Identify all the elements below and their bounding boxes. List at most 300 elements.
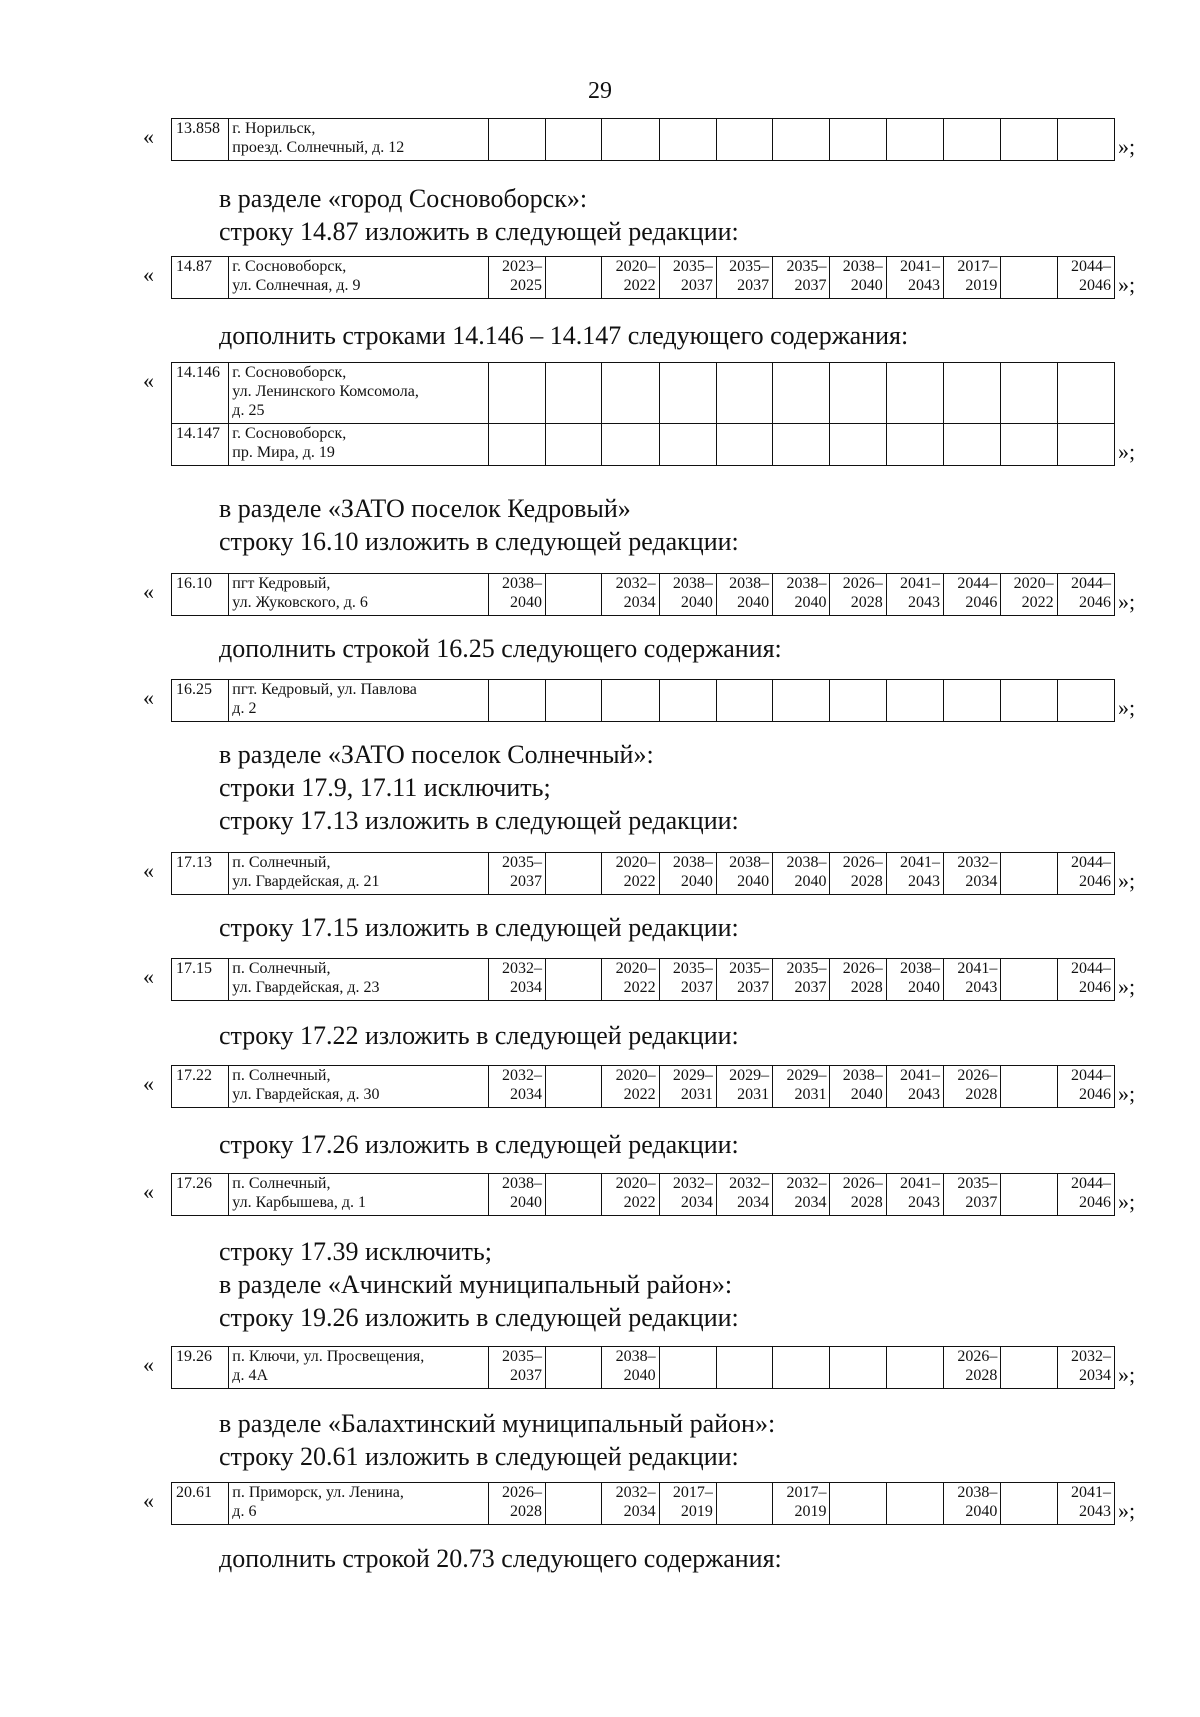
year-line: 2040: [680, 594, 713, 611]
year-cell: [602, 119, 659, 161]
year-line: 2020–: [615, 1175, 656, 1192]
table-row: [172, 119, 1115, 161]
address-line: д. 25: [232, 402, 265, 419]
address-line: пр. Мира, д. 19: [232, 444, 335, 461]
year-cell: [545, 1483, 601, 1525]
year-cell: [773, 1347, 830, 1389]
year-cell: [830, 1483, 886, 1525]
year-cell: [944, 257, 1001, 299]
year-line: 2037: [737, 979, 770, 996]
year-cell: [716, 1483, 772, 1525]
year-cell: [830, 119, 886, 161]
year-cell: [1001, 680, 1057, 722]
year-cell: [944, 574, 1001, 616]
year-line: 2035–: [786, 258, 827, 275]
year-cell: [488, 574, 545, 616]
year-cell: [944, 1483, 1001, 1525]
close-quote: »;: [1118, 868, 1136, 893]
year-cell: [716, 1066, 772, 1108]
year-line: 2031: [737, 1086, 770, 1103]
address-cell: [229, 1066, 488, 1108]
year-cell: [1001, 1347, 1057, 1389]
year-cell: [602, 1347, 659, 1389]
year-line: 2038–: [842, 1067, 883, 1084]
year-line: 2041–: [1071, 1484, 1111, 1501]
year-line: 2037: [509, 1367, 542, 1384]
year-cell: [830, 853, 886, 895]
para-row-17-26: строку 17.26 изложить в следующей редакции:: [219, 1130, 739, 1159]
year-cell: [602, 1483, 659, 1525]
year-line: 2034: [509, 1086, 542, 1103]
year-cell: [659, 119, 716, 161]
year-cell: [716, 119, 772, 161]
open-quote: «: [143, 1179, 154, 1204]
address-cell: [229, 959, 488, 1001]
year-line: 2017–: [957, 258, 998, 275]
year-line: 2026–: [842, 960, 883, 977]
year-cell: [886, 257, 943, 299]
year-cell: [886, 363, 943, 424]
address-cell: [229, 853, 488, 895]
year-cell: [545, 424, 601, 466]
year-cell: [545, 1174, 601, 1216]
year-cell: [1001, 853, 1057, 895]
year-line: 2041–: [900, 854, 941, 871]
year-cell: [1001, 424, 1057, 466]
year-line: 2040: [737, 873, 770, 890]
row-number-cell: 16.10: [172, 574, 229, 616]
year-line: 2040: [908, 979, 941, 996]
amendment-table: [171, 118, 1115, 161]
year-cell: [488, 119, 545, 161]
year-cell: [830, 363, 886, 424]
open-quote: «: [143, 1488, 154, 1513]
year-line: 2037: [965, 1194, 998, 1211]
year-line: 2028: [965, 1086, 998, 1103]
year-line: 2032–: [615, 575, 656, 592]
address-line: п. Солнечный,: [232, 1175, 331, 1192]
year-line: 2028: [850, 979, 883, 996]
year-line: 2022: [623, 979, 656, 996]
year-line: 2041–: [900, 1175, 941, 1192]
year-line: 2019: [680, 1503, 713, 1520]
year-cell: [659, 680, 716, 722]
year-cell: [1001, 1483, 1057, 1525]
year-line: 2026–: [842, 575, 883, 592]
year-cell: [886, 424, 943, 466]
year-cell: [830, 1174, 886, 1216]
address-line: д. 2: [232, 700, 257, 717]
para-row-17-22: строку 17.22 изложить в следующей редакции:: [219, 1021, 739, 1050]
year-line: 2034: [680, 1194, 713, 1211]
amendment-table: [171, 958, 1115, 1001]
year-cell: [886, 853, 943, 895]
year-cell: [659, 257, 716, 299]
year-line: 2026–: [501, 1484, 542, 1501]
year-line: 2032–: [501, 960, 542, 977]
year-line: 2035–: [501, 1348, 542, 1365]
address-line: ул. Солнечная, д. 9: [232, 277, 361, 294]
year-line: 2032–: [501, 1067, 542, 1084]
row-number-cell: 13.858: [172, 119, 229, 161]
year-cell: [886, 1483, 943, 1525]
year-cell: [1057, 959, 1114, 1001]
year-cell: [886, 119, 943, 161]
amendment-table: [171, 362, 1115, 466]
year-line: 2026–: [842, 1175, 883, 1192]
row-number-cell: 20.61: [172, 1483, 229, 1525]
year-line: 2038–: [501, 575, 542, 592]
address-line: ул. Гвардейская, д. 21: [232, 873, 380, 890]
year-line: 2038–: [672, 575, 713, 592]
year-line: 2028: [850, 873, 883, 890]
year-cell: [1057, 1066, 1114, 1108]
year-cell: [716, 959, 772, 1001]
year-cell: [1001, 119, 1057, 161]
year-cell: [944, 959, 1001, 1001]
year-cell: [659, 1347, 716, 1389]
para-add-14-146: дополнить строками 14.146 – 14.147 следующего содержания:: [219, 321, 909, 350]
year-cell: [886, 574, 943, 616]
close-quote: »;: [1118, 974, 1136, 999]
year-cell: [488, 363, 545, 424]
open-quote: «: [143, 579, 154, 604]
year-cell: [659, 959, 716, 1001]
year-cell: [830, 424, 886, 466]
year-cell: [602, 363, 659, 424]
close-quote: »;: [1118, 1362, 1136, 1387]
row-number-cell: 14.146: [172, 363, 229, 424]
year-line: 2020–: [1013, 575, 1054, 592]
year-cell: [659, 1483, 716, 1525]
address-cell: [229, 363, 488, 424]
para-row-16-10: строку 16.10 изложить в следующей редакции:: [219, 527, 739, 556]
row-number-cell: 17.22: [172, 1066, 229, 1108]
year-line: 2038–: [615, 1348, 656, 1365]
year-line: 2020–: [615, 960, 656, 977]
year-line: 2040: [794, 594, 827, 611]
amendment-table: [171, 573, 1115, 616]
year-line: 2037: [737, 277, 770, 294]
year-cell: [716, 1174, 772, 1216]
year-cell: [602, 959, 659, 1001]
year-line: 2038–: [672, 854, 713, 871]
year-cell: [545, 1066, 601, 1108]
address-line: проезд. Солнечный, д. 12: [232, 139, 405, 156]
year-line: 2038–: [786, 854, 827, 871]
year-line: 2038–: [729, 575, 770, 592]
year-cell: [1057, 1483, 1114, 1525]
year-line: 2037: [794, 277, 827, 294]
year-cell: [773, 959, 830, 1001]
year-line: 2038–: [900, 960, 941, 977]
year-cell: [1057, 363, 1114, 424]
year-line: 2040: [965, 1503, 998, 1520]
year-cell: [602, 853, 659, 895]
year-line: 2043: [908, 1194, 941, 1211]
year-cell: [944, 1174, 1001, 1216]
year-line: 2040: [737, 594, 770, 611]
year-cell: [659, 363, 716, 424]
year-line: 2038–: [786, 575, 827, 592]
year-line: 2032–: [786, 1175, 827, 1192]
row-number-cell: 14.87: [172, 257, 229, 299]
year-cell: [716, 853, 772, 895]
year-line: 2034: [623, 594, 656, 611]
close-quote: »;: [1118, 1498, 1136, 1523]
address-line: п. Солнечный,: [232, 854, 331, 871]
year-cell: [716, 574, 772, 616]
year-line: 2022: [1021, 594, 1054, 611]
year-line: 2046: [1079, 594, 1111, 611]
year-line: 2035–: [501, 854, 542, 871]
year-cell: [1057, 424, 1114, 466]
year-line: 2034: [965, 873, 998, 890]
year-cell: [488, 959, 545, 1001]
year-line: 2031: [794, 1086, 827, 1103]
amendment-table: [171, 1346, 1115, 1389]
amendment-table: [171, 256, 1115, 299]
open-quote: «: [143, 368, 154, 393]
year-line: 2044–: [957, 575, 998, 592]
year-cell: [773, 119, 830, 161]
amendment-table: [171, 679, 1115, 722]
year-cell: [545, 257, 601, 299]
address-cell: [229, 680, 488, 722]
table-row: [172, 680, 1115, 722]
para-kedrovy-section: в разделе «ЗАТО поселок Кедровый»: [219, 494, 631, 523]
year-cell: [886, 1174, 943, 1216]
address-line: д. 6: [232, 1503, 257, 1520]
year-line: 2046: [1079, 277, 1111, 294]
year-line: 2046: [1079, 979, 1111, 996]
address-cell: [229, 574, 488, 616]
row-number-cell: 14.147: [172, 424, 229, 466]
table-row: [172, 363, 1115, 424]
row-number-cell: 17.15: [172, 959, 229, 1001]
address-line: ул. Жуковского, д. 6: [232, 594, 368, 611]
year-line: 2017–: [672, 1484, 713, 1501]
year-line: 2028: [850, 594, 883, 611]
year-cell: [545, 853, 601, 895]
address-line: пгт. Кедровый, ул. Павлова: [232, 681, 417, 698]
year-line: 2020–: [615, 854, 656, 871]
address-line: ул. Ленинского Комсомола,: [232, 383, 419, 400]
year-cell: [944, 1347, 1001, 1389]
year-line: 2040: [623, 1367, 656, 1384]
row-number-cell: 17.13: [172, 853, 229, 895]
para-row-19-26: строку 19.26 изложить в следующей редакции:: [219, 1303, 739, 1332]
table-row: [172, 1483, 1115, 1525]
year-cell: [773, 853, 830, 895]
year-cell: [545, 574, 601, 616]
year-line: 2043: [908, 873, 941, 890]
para-add-16-25: дополнить строкой 16.25 следующего содержания:: [219, 634, 782, 663]
para-exclude-17-39: строку 17.39 исключить;: [219, 1237, 492, 1266]
address-cell: [229, 257, 488, 299]
para-sosnovoborsk-section: в разделе «город Сосновоборск»:: [219, 184, 588, 213]
year-cell: [488, 1347, 545, 1389]
year-cell: [1001, 257, 1057, 299]
para-row-17-15: строку 17.15 изложить в следующей редакции:: [219, 913, 739, 942]
address-cell: [229, 1174, 488, 1216]
year-line: 2044–: [1071, 1067, 1111, 1084]
year-cell: [545, 680, 601, 722]
year-cell: [1057, 680, 1114, 722]
year-line: 2020–: [615, 258, 656, 275]
address-line: ул. Карбышева, д. 1: [232, 1194, 367, 1211]
year-cell: [602, 1066, 659, 1108]
year-line: 2038–: [729, 854, 770, 871]
year-cell: [1057, 257, 1114, 299]
year-line: 2037: [680, 277, 713, 294]
year-line: 2041–: [900, 258, 941, 275]
year-cell: [488, 1066, 545, 1108]
para-row-20-61: строку 20.61 изложить в следующей редакции:: [219, 1442, 739, 1471]
year-line: 2043: [965, 979, 998, 996]
year-line: 2032–: [1071, 1348, 1111, 1365]
open-quote: «: [143, 124, 154, 149]
year-cell: [488, 680, 545, 722]
year-line: 2032–: [672, 1175, 713, 1192]
year-line: 2035–: [672, 258, 713, 275]
year-line: 2028: [965, 1367, 998, 1384]
open-quote: «: [143, 685, 154, 710]
year-line: 2044–: [1071, 854, 1111, 871]
address-cell: [229, 1483, 488, 1525]
year-cell: [944, 1066, 1001, 1108]
open-quote: «: [143, 858, 154, 883]
year-cell: [830, 574, 886, 616]
year-line: 2029–: [672, 1067, 713, 1084]
address-line: пгт Кедровый,: [232, 575, 331, 592]
year-line: 2046: [1079, 1194, 1111, 1211]
year-cell: [944, 363, 1001, 424]
open-quote: «: [143, 1071, 154, 1096]
year-line: 2037: [794, 979, 827, 996]
year-line: 2040: [680, 873, 713, 890]
close-quote: »;: [1118, 589, 1136, 614]
year-cell: [830, 680, 886, 722]
close-quote: »;: [1118, 695, 1136, 720]
year-cell: [1057, 119, 1114, 161]
address-cell: [229, 119, 488, 161]
year-line: 2028: [850, 1194, 883, 1211]
year-cell: [773, 574, 830, 616]
table-row: [172, 1066, 1115, 1108]
para-row-17-13: строку 17.13 изложить в следующей редакции:: [219, 806, 739, 835]
year-cell: [716, 680, 772, 722]
year-cell: [545, 1347, 601, 1389]
amendment-table: [171, 852, 1115, 895]
year-line: 2017–: [786, 1484, 827, 1501]
year-cell: [602, 574, 659, 616]
year-line: 2040: [509, 594, 542, 611]
year-cell: [773, 257, 830, 299]
year-cell: [773, 1174, 830, 1216]
year-cell: [716, 257, 772, 299]
year-cell: [886, 1347, 943, 1389]
year-line: 2043: [908, 594, 941, 611]
year-cell: [1001, 574, 1057, 616]
year-cell: [830, 959, 886, 1001]
year-line: 2043: [908, 1086, 941, 1103]
year-line: 2022: [623, 277, 656, 294]
year-cell: [545, 959, 601, 1001]
amendment-table: [171, 1482, 1115, 1525]
para-row-14-87: строку 14.87 изложить в следующей редакции:: [219, 217, 739, 246]
year-line: 2034: [623, 1503, 656, 1520]
row-number-cell: 17.26: [172, 1174, 229, 1216]
address-line: г. Сосновоборск,: [232, 364, 347, 381]
year-line: 2040: [509, 1194, 542, 1211]
year-cell: [1057, 1347, 1114, 1389]
para-solnechny-section: в разделе «ЗАТО поселок Солнечный»:: [219, 740, 654, 769]
year-cell: [659, 424, 716, 466]
address-line: г. Сосновоборск,: [232, 258, 347, 275]
page-number: 29: [588, 78, 612, 104]
year-line: 2044–: [1071, 1175, 1111, 1192]
row-number-cell: 19.26: [172, 1347, 229, 1389]
year-cell: [830, 257, 886, 299]
year-cell: [886, 959, 943, 1001]
year-cell: [1057, 1174, 1114, 1216]
year-line: 2032–: [957, 854, 998, 871]
year-line: 2040: [850, 277, 883, 294]
year-line: 2019: [965, 277, 998, 294]
close-quote: »;: [1118, 439, 1136, 464]
amendment-table: [171, 1173, 1115, 1216]
address-line: г. Сосновоборск,: [232, 425, 347, 442]
year-line: 2041–: [957, 960, 998, 977]
year-cell: [488, 853, 545, 895]
year-cell: [659, 1174, 716, 1216]
year-line: 2028: [509, 1503, 542, 1520]
open-quote: «: [143, 1352, 154, 1377]
table-row: [172, 574, 1115, 616]
year-cell: [488, 424, 545, 466]
address-line: д. 4А: [232, 1367, 268, 1384]
year-cell: [488, 257, 545, 299]
year-cell: [659, 853, 716, 895]
year-line: 2029–: [786, 1067, 827, 1084]
close-quote: »;: [1118, 1189, 1136, 1214]
year-cell: [773, 680, 830, 722]
close-quote: »;: [1118, 1081, 1136, 1106]
year-cell: [944, 424, 1001, 466]
year-cell: [545, 119, 601, 161]
year-cell: [1001, 363, 1057, 424]
address-line: ул. Гвардейская, д. 30: [232, 1086, 380, 1103]
year-cell: [1001, 1066, 1057, 1108]
year-line: 2041–: [900, 575, 941, 592]
year-line: 2037: [680, 979, 713, 996]
close-quote: »;: [1118, 134, 1136, 159]
year-line: 2035–: [729, 258, 770, 275]
address-line: ул. Гвардейская, д. 23: [232, 979, 380, 996]
year-cell: [886, 680, 943, 722]
year-line: 2035–: [957, 1175, 998, 1192]
year-line: 2034: [1079, 1367, 1111, 1384]
year-cell: [773, 1483, 830, 1525]
year-cell: [1057, 853, 1114, 895]
year-cell: [830, 1066, 886, 1108]
year-line: 2026–: [957, 1067, 998, 1084]
year-cell: [602, 680, 659, 722]
year-cell: [773, 1066, 830, 1108]
year-line: 2022: [623, 873, 656, 890]
year-cell: [1001, 1174, 1057, 1216]
